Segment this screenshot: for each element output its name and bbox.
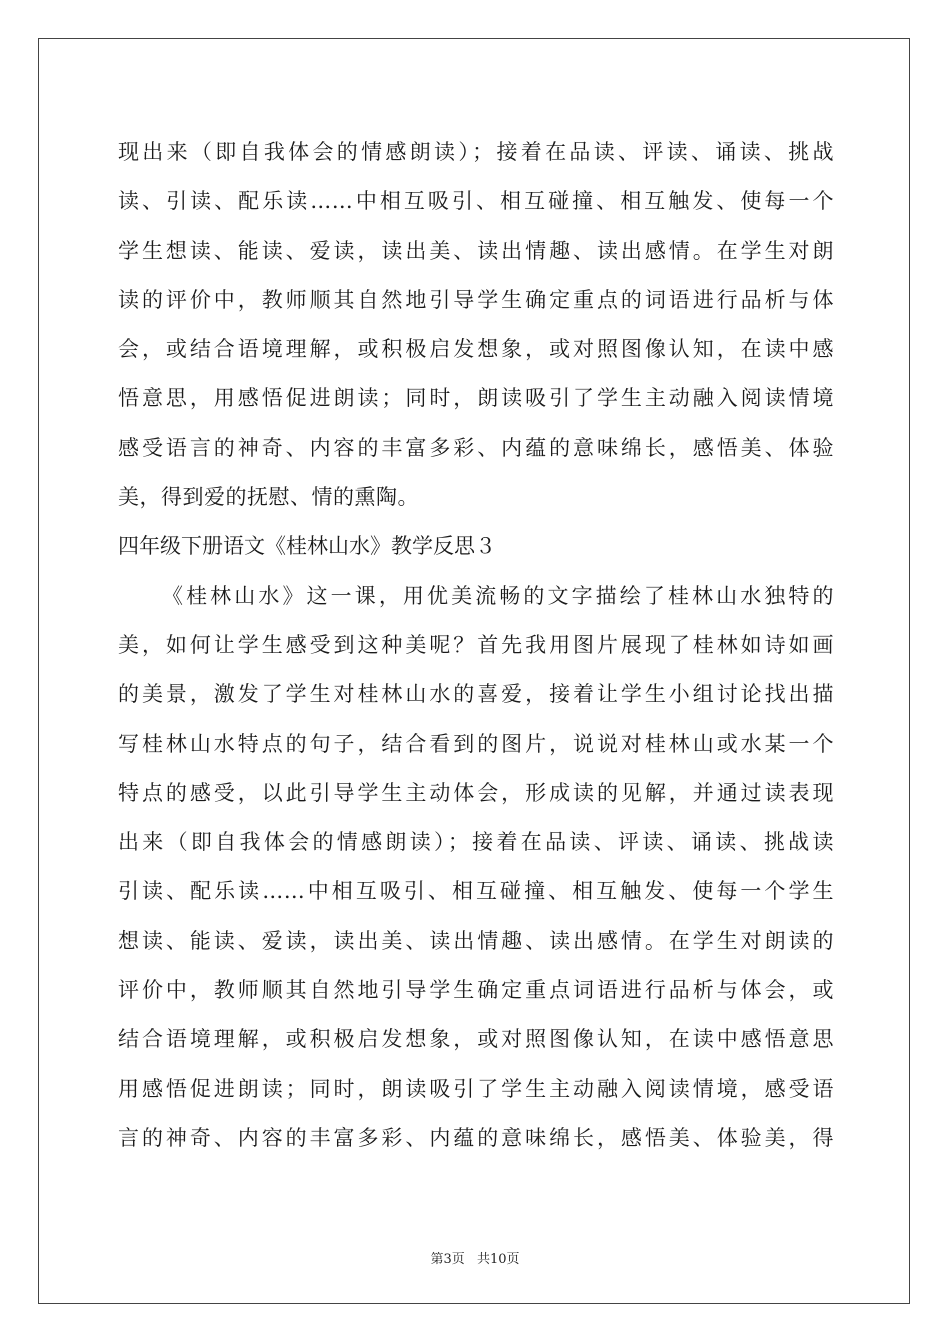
paragraph-line: 言的神奇、内容的丰富多彩、内蕴的意味绵长，感悟美、体验美，得 [118,1125,834,1150]
document-body [118,128,834,1163]
paragraph-line: 结合语境理解，或积极启发想象，或对照图像认知，在读中感悟意思 [118,1027,834,1052]
paragraph-line: 现出来（即自我体会的情感朗读）；接着在品读、评读、诵读、挑战 [118,140,834,164]
section-heading: 四年级下册语文《桂林山水》教学反思３ [118,534,496,559]
paragraph-line: 美，得到爱的抚慰、情的熏陶。 [118,485,419,510]
page-footer [0,1248,950,1267]
paragraph-line: 悟意思，用感悟促进朗读；同时，朗读吸引了学生主动融入阅读情境 [118,386,834,411]
paragraph-line: 学生想读、能读、爱读，读出美、读出情趣、读出感情。在学生对朗 [118,238,834,263]
paragraph-line: 用感悟促进朗读；同时，朗读吸引了学生主动融入阅读情境，感受语 [118,1076,834,1101]
paragraph-line: 引读、配乐读……中相互吸引、相互碰撞、相互触发、使每一个学生 [118,879,834,904]
paragraph-line: 感受语言的神奇、内容的丰富多彩、内蕴的意味绵长，感悟美、体验 [118,435,834,460]
page-number: 第3页 [430,1252,465,1267]
paragraph-line: 《桂林山水》这一课，用优美流畅的文字描绘了桂林山水独特的 [162,583,834,608]
paragraph-line: 评价中，教师顺其自然地引导学生确定重点词语进行品析与体会，或 [118,978,834,1003]
paragraph-line: 想读、能读、爱读，读出美、读出情趣、读出感情。在学生对朗读的 [118,928,834,953]
paragraph-line: 会，或结合语境理解，或积极启发想象，或对照图像认知，在读中感 [118,337,834,362]
page-total: 共10页 [476,1252,520,1267]
paragraph-line: 读的评价中，教师顺其自然地引导学生确定重点的词语进行品析与体 [118,287,834,312]
paragraph-line: 写桂林山水特点的句子，结合看到的图片，说说对桂林山或水某一个 [118,731,834,756]
paragraph-line: 出来（即自我体会的情感朗读）；接着在品读、评读、诵读、挑战读 [118,830,834,855]
paragraph-line: 的美景，激发了学生对桂林山水的喜爱，接着让学生小组讨论找出描 [118,682,834,707]
paragraph-line: 特点的感受，以此引导学生主动体会，形成读的见解，并通过读表现 [118,780,834,805]
paragraph-line: 读、引读、配乐读……中相互吸引、相互碰撞、相互触发、使每一个 [118,189,834,214]
paragraph-line: 美，如何让学生感受到这种美呢？首先我用图片展现了桂林如诗如画 [118,632,834,657]
